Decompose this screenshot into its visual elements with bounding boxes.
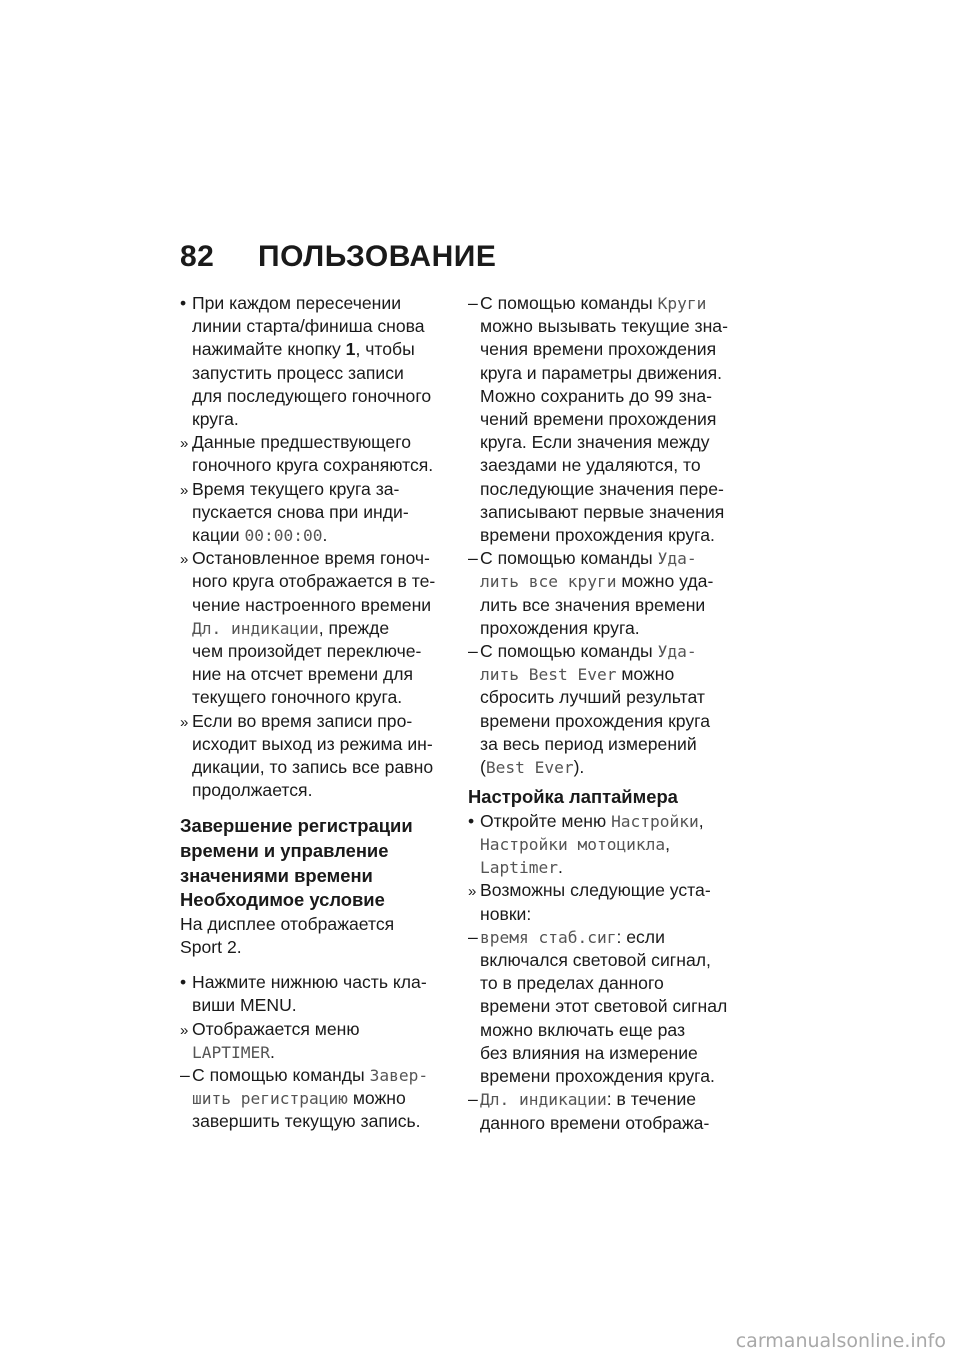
result-arrow-icon: [468, 879, 480, 903]
section-heading: Настройка лаптаймера: [468, 786, 678, 808]
dash-icon: [468, 292, 480, 315]
dash-icon: [468, 1088, 480, 1111]
option-item: – время стаб.сиг: если включался световой сигнал, то в пределах данного времени этот световой сигнал можно включать еще раз без влияния на измерение времени прохождения круга.: [468, 926, 758, 1088]
bullet-icon: [180, 292, 192, 315]
dash-icon: [468, 926, 480, 949]
result-item: » Возможны следующие уста- новки:: [468, 879, 758, 925]
dash-icon: [468, 547, 480, 570]
watermark: carmanualsonline.info: [735, 1330, 946, 1352]
page-number: 82: [180, 240, 215, 273]
result-item: » Если во время записи про- исходит выход из режима ин- дикации, то запись все равно продолжается.: [180, 710, 460, 803]
result-arrow-icon: [180, 431, 192, 455]
display-code: Дл. индикации: [192, 618, 319, 638]
prerequisite-title: Необходимое условие: [180, 889, 385, 911]
prerequisite-text: На дисплее отображается Sport 2.: [180, 913, 395, 958]
menu-code: LAPTIMER: [192, 1042, 270, 1062]
bullet-icon: [180, 971, 192, 994]
option-item: – С помощью команды Уда- лить все круги можно уда- лить все значения времени прохождения круга.: [468, 547, 758, 640]
option-item: – С помощью команды Завер- шить регистрацию можно завершить текущую запись.: [180, 1064, 460, 1134]
page-title: ПОЛЬЗОВАНИЕ: [258, 240, 497, 273]
result-arrow-icon: [180, 478, 192, 502]
left-column: [180, 292, 460, 1134]
option-item: – С помощью команды Уда- лить Best Ever можно сбросить лучший результат времени прохождения круга за весь период измерений (Best Ever).: [468, 640, 758, 779]
result-item: » Отображается меню LAPTIMER.: [180, 1018, 460, 1064]
option-item: – С помощью команды Круги можно вызывать текущие зна- чения времени прохождения круга и параметры движения. Можно сохранить до 99 зна- чений времени прохождения круга. Если значения между заездами не удаляются, то последующие значения пере- записывают первые значения времени прохождения круга.: [468, 292, 758, 547]
instruction-bullet: • Откройте меню Настройки, Настройки мотоцикла, Laptimer.: [468, 810, 758, 880]
result-item: » Данные предшествующего гоночного круга сохраняются.: [180, 431, 460, 477]
option-item: – Дл. индикации: в течение данного времени отобража-: [468, 1088, 758, 1134]
dash-icon: [468, 640, 480, 663]
dash-icon: [180, 1064, 192, 1087]
bullet-icon: [468, 810, 480, 833]
instruction-bullet: • Нажмите нижнюю часть кла- виши MENU.: [180, 971, 460, 1017]
result-arrow-icon: [180, 1018, 192, 1042]
page-header: [180, 240, 496, 274]
result-item: » Остановленное время гоноч- ного круга отображается в те- чение настроенного времени Дл. индикации, прежде чем произойдет переключе- ние на отсчет времени для текущего гоночного круга.: [180, 547, 460, 709]
result-arrow-icon: [180, 710, 192, 734]
right-column: [468, 292, 758, 1135]
result-arrow-icon: [180, 547, 192, 571]
display-code: 00:00:00: [244, 526, 323, 546]
instruction-bullet: • При каждом пересечении линии старта/финиша снова нажимайте кнопку 1, чтобы запустить процесс записи для последующего гоночного круга.: [180, 292, 460, 431]
result-item: » Время текущего круга за- пускается снова при инди- кации 00:00:00.: [180, 478, 460, 548]
section-heading: Завершение регистрации времени и управление значениями времени Необходимое условие: [180, 814, 460, 912]
button-number: 1: [345, 339, 356, 360]
